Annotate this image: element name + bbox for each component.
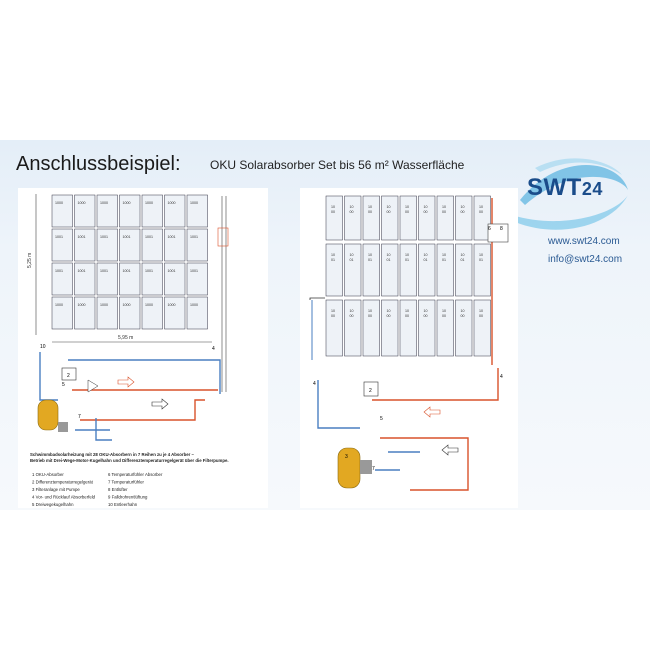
absorber-panel-label: 00 (349, 314, 354, 318)
absorber-panel (120, 229, 141, 261)
absorber-panel-label: 1000 (167, 303, 176, 307)
absorber-panel-label: 1000 (122, 201, 131, 205)
absorber-panel (97, 195, 118, 227)
absorber-panel (187, 297, 208, 329)
absorber-panel (120, 195, 141, 227)
absorber-panel-label: 01 (423, 258, 428, 262)
pump-filter-icon (338, 448, 360, 488)
absorber-panel-label: 00 (386, 314, 391, 318)
absorber-panel-label: 10 (405, 205, 409, 209)
absorber-panel-label: 1001 (190, 269, 198, 273)
absorber-panel (474, 244, 491, 296)
legend-item: 7 Temperaturfühler (108, 479, 144, 485)
svg-text:6: 6 (488, 226, 491, 232)
absorber-panel-label: 01 (405, 258, 409, 262)
absorber-panel (75, 297, 96, 329)
legend-list (32, 472, 163, 507)
absorber-panel-label: 00 (460, 210, 465, 214)
absorber-panel-label: 1000 (77, 303, 86, 307)
svg-text:5: 5 (380, 416, 383, 422)
absorber-panel (142, 229, 163, 261)
legend-title: Schwimmbadsolarheizung mit 28 OKU-Absorbern in 7 Reihen zu je 4 Absorber – (30, 452, 196, 457)
absorber-panel-label: 01 (479, 258, 483, 262)
legend-item: 1 OKU-Absorber (32, 472, 64, 477)
brand-logo: SWT24 (527, 174, 603, 201)
absorber-panel-label: 10 (405, 253, 409, 257)
absorber-panel-label: 1001 (77, 269, 86, 273)
svg-text:7: 7 (372, 466, 375, 472)
absorber-panel (142, 195, 163, 227)
absorber-panel-label: 00 (479, 314, 483, 318)
absorber-panel-label: 10 (423, 309, 428, 313)
legend-item: 6 Temperaturfühler Absorber (108, 472, 163, 477)
absorber-panel-label: 01 (368, 258, 372, 262)
svg-text:2: 2 (67, 373, 70, 379)
absorber-panel-label: 1001 (145, 235, 153, 239)
absorber-panel (165, 297, 186, 329)
absorber-panel (326, 196, 343, 240)
pump-motor-icon (58, 422, 68, 432)
absorber-panel (456, 244, 473, 296)
absorber-panel-label: 10 (386, 253, 391, 257)
svg-text:2: 2 (369, 388, 372, 394)
absorber-panel-label: 01 (386, 258, 391, 262)
absorber-panel-label: 1000 (100, 201, 108, 205)
svg-text:5: 5 (62, 382, 65, 388)
absorber-panel (187, 195, 208, 227)
absorber-panel-label: 10 (460, 309, 465, 313)
absorber-panel-label: 1001 (190, 235, 198, 239)
absorber-panel-label: 1000 (145, 303, 153, 307)
absorber-panel-label: 00 (423, 314, 428, 318)
pump-filter-icon (38, 400, 58, 430)
absorber-panel (419, 244, 436, 296)
absorber-panel (400, 244, 417, 296)
absorber-panel-label: 10 (460, 205, 465, 209)
left-absorber-field (52, 195, 208, 329)
absorber-panel-label: 10 (405, 309, 409, 313)
absorber-panel-label: 10 (349, 205, 354, 209)
svg-text:7: 7 (78, 414, 81, 420)
absorber-panel (382, 244, 399, 296)
absorber-panel-label: 00 (479, 210, 483, 214)
legend-item: 8 Entlüfter (108, 487, 128, 492)
absorber-panel-label: 10 (442, 205, 446, 209)
absorber-panel-label: 00 (331, 210, 335, 214)
flow-arrow-icon (118, 377, 134, 387)
absorber-panel (363, 196, 380, 240)
absorber-panel-label: 00 (442, 314, 446, 318)
legend-item: 10 Entleerhahn (108, 502, 138, 507)
absorber-panel-label: 00 (442, 210, 446, 214)
absorber-panel-label: 00 (405, 210, 409, 214)
page-title: Anschlussbeispiel: (16, 153, 181, 175)
absorber-panel-label: 01 (442, 258, 446, 262)
absorber-panel (345, 196, 362, 240)
svg-text:8: 8 (500, 226, 503, 232)
absorber-panel-label: 1000 (145, 201, 153, 205)
svg-text:4: 4 (313, 381, 316, 387)
absorber-panel-label: 1000 (55, 201, 63, 205)
absorber-panel (187, 229, 208, 261)
absorber-panel-label: 1001 (167, 269, 176, 273)
absorber-panel-label: 10 (331, 205, 335, 209)
absorber-panel-label: 1000 (55, 303, 63, 307)
absorber-panel-label: 10 (479, 253, 483, 257)
absorber-panel-label: 10 (442, 253, 446, 257)
website-link[interactable]: www.swt24.com (548, 236, 620, 247)
svg-text:4: 4 (212, 346, 215, 352)
svg-text:3: 3 (345, 454, 348, 460)
absorber-panel (165, 195, 186, 227)
svg-text:4: 4 (500, 374, 503, 380)
absorber-panel-label: 00 (460, 314, 465, 318)
absorber-panel (120, 263, 141, 295)
absorber-panel-label: 10 (442, 309, 446, 313)
absorber-panel (456, 196, 473, 240)
absorber-panel-label: 10 (460, 253, 465, 257)
absorber-panel-label: 1000 (190, 201, 198, 205)
absorber-panel (363, 244, 380, 296)
svg-text:10: 10 (40, 344, 46, 350)
absorber-panel (52, 297, 73, 329)
absorber-panel-label: 10 (386, 205, 391, 209)
vent-icon (488, 224, 508, 242)
absorber-panel-label: 10 (331, 253, 335, 257)
svg-text:Schwimmbadsolarheizung mit 28: Schwimmbadsolarheizung mit 28 OKU-Absorbern in 7 Reihen zu je 4 Absorber – Betrieb mit Drei-Wege-Motor-Kugelhahn und Differenztemperaturregelgerät über die Filterpumpe. (30, 452, 229, 463)
absorber-panel-label: 10 (349, 253, 354, 257)
absorber-panel-label: 01 (349, 258, 354, 262)
absorber-panel-label: 01 (331, 258, 335, 262)
legend-item: 5 Dreiwegekugelhahn (32, 502, 74, 507)
legend-item: 2 Differenztemperaturregelgerät (32, 479, 93, 485)
absorber-panel-label: 00 (349, 210, 354, 214)
absorber-panel (165, 263, 186, 295)
absorber-panel-label: 00 (331, 314, 335, 318)
absorber-panel-label: 1001 (122, 235, 131, 239)
absorber-panel-label: 1000 (190, 303, 198, 307)
absorber-panel-label: 10 (368, 309, 372, 313)
absorber-panel-label: 1001 (100, 269, 108, 273)
absorber-panel-label: 10 (331, 309, 335, 313)
absorber-panel (97, 229, 118, 261)
absorber-panel (120, 297, 141, 329)
absorber-panel (97, 297, 118, 329)
absorber-panel-label: 10 (368, 253, 372, 257)
legend-item: 3 Filteranlage mit Pumpe (32, 487, 80, 492)
email-link[interactable]: info@swt24.com (548, 254, 623, 265)
absorber-panel-label: 1001 (77, 235, 86, 239)
absorber-panel (382, 196, 399, 240)
absorber-panel (142, 263, 163, 295)
absorber-panel-label: 00 (405, 314, 409, 318)
absorber-panel-label: 1001 (55, 269, 63, 273)
absorber-panel (52, 229, 73, 261)
right-absorber-field (326, 196, 491, 356)
flow-arrow-icon (424, 407, 440, 417)
absorber-panel-label: 1000 (77, 201, 86, 205)
absorber-panel-label: 00 (368, 210, 372, 214)
absorber-panel (142, 297, 163, 329)
absorber-panel-label: 1001 (145, 269, 153, 273)
absorber-panel (75, 195, 96, 227)
absorber-panel (437, 196, 454, 240)
flow-arrow-icon (442, 445, 458, 455)
absorber-panel-label: 1000 (100, 303, 108, 307)
absorber-panel (97, 263, 118, 295)
absorber-panel (187, 263, 208, 295)
absorber-panel (400, 196, 417, 240)
absorber-panel-label: 10 (479, 309, 483, 313)
page-subtitle: OKU Solarabsorber Set bis 56 m² Wasserfläche (210, 158, 465, 172)
absorber-panel-label: 10 (479, 205, 483, 209)
absorber-panel-label: 1001 (100, 235, 108, 239)
absorber-panel-label: 1001 (167, 235, 176, 239)
absorber-panel-label: 01 (460, 258, 465, 262)
absorber-panel-label: 10 (349, 309, 354, 313)
pump-motor-icon (360, 460, 372, 474)
absorber-panel (165, 229, 186, 261)
absorber-panel (52, 263, 73, 295)
absorber-panel (326, 244, 343, 296)
absorber-panel-label: 00 (368, 314, 372, 318)
absorber-panel (75, 263, 96, 295)
absorber-panel-label: 1000 (167, 201, 176, 205)
absorber-panel-label: 10 (423, 205, 428, 209)
absorber-panel (75, 229, 96, 261)
absorber-panel (419, 196, 436, 240)
absorber-panel (437, 244, 454, 296)
legend-item: 4 Vor- und Rücklauf Absorberfeld (32, 494, 96, 500)
width-dimension-label: 5,95 m (118, 335, 134, 341)
height-dimension-label: 5,25 m (27, 252, 33, 268)
absorber-panel-label: 10 (423, 253, 428, 257)
absorber-panel-label: 10 (386, 309, 391, 313)
absorber-panel-label: 1000 (122, 303, 131, 307)
absorber-panel (52, 195, 73, 227)
absorber-panel-label: 00 (423, 210, 428, 214)
absorber-panel-label: 1001 (122, 269, 131, 273)
absorber-panel-label: 00 (386, 210, 391, 214)
absorber-panel-label: 10 (368, 205, 372, 209)
absorber-panel (345, 244, 362, 296)
flow-arrow-icon (152, 399, 168, 409)
legend-item: 9 Falldrohrentlüftung (108, 494, 148, 500)
absorber-panel-label: 1001 (55, 235, 63, 239)
